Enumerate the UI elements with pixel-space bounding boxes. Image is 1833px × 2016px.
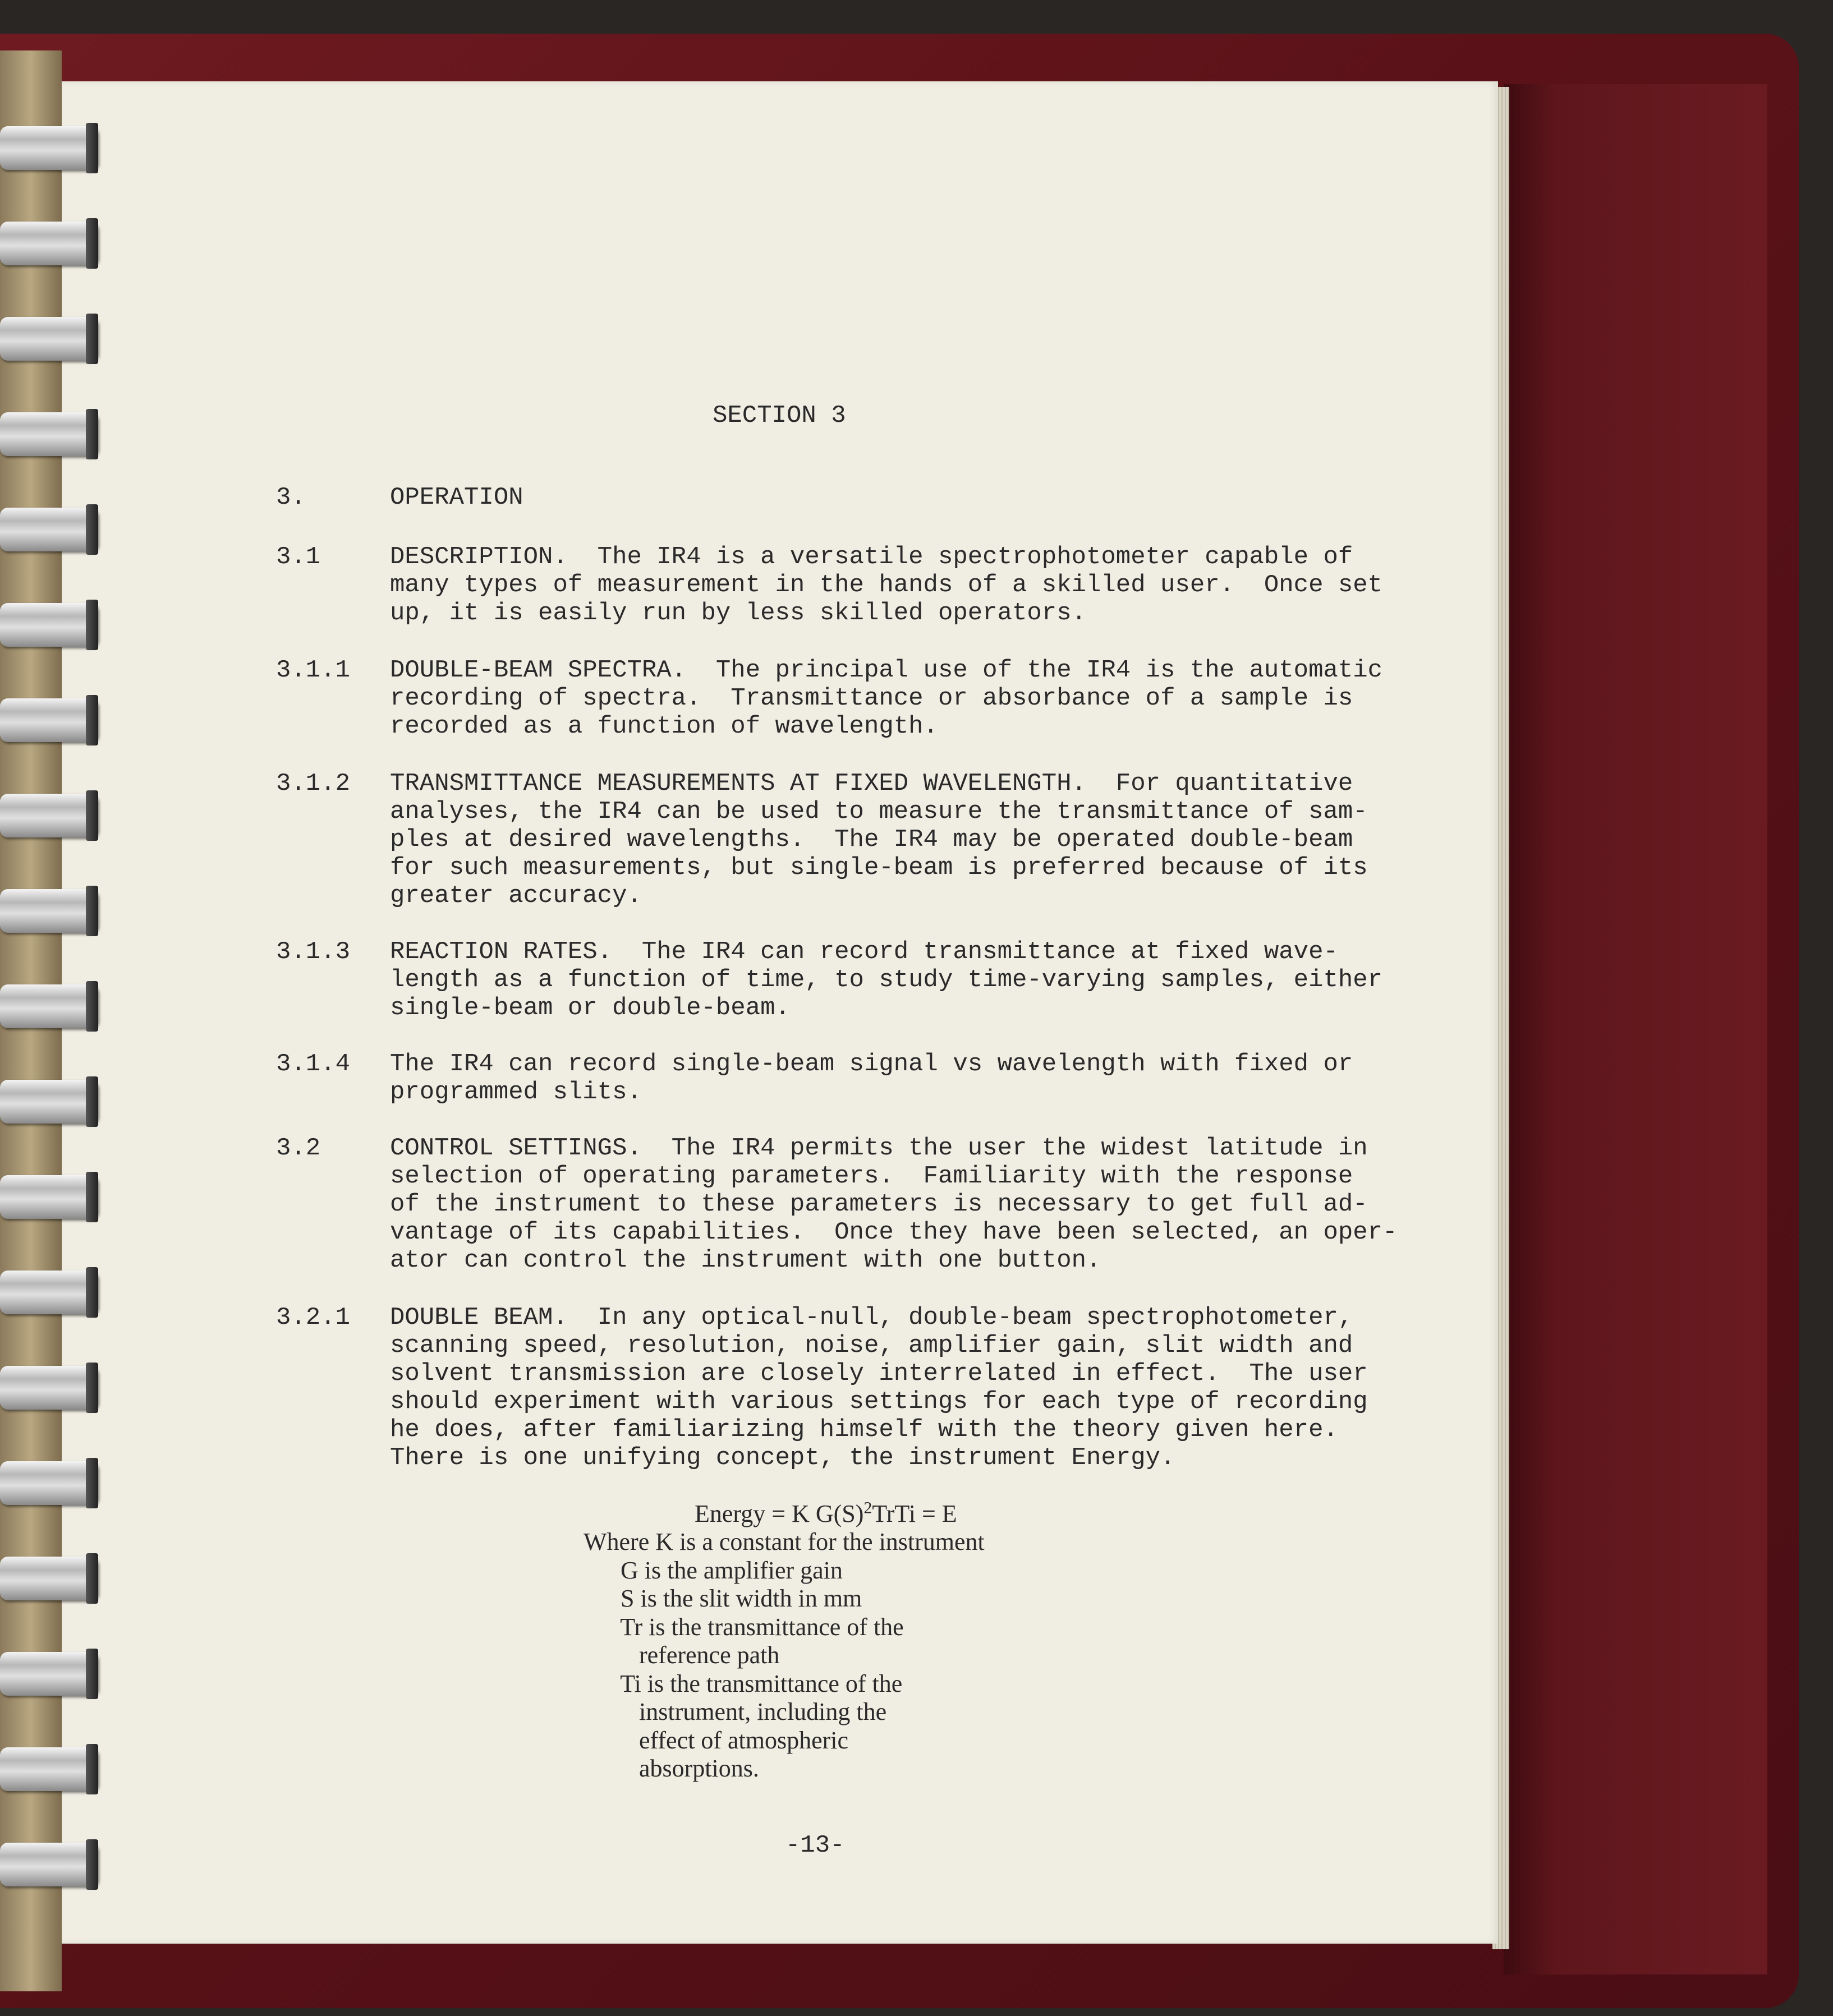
paragraph-line: selection of operating parameters. Familiarity with the response (390, 1162, 1353, 1190)
paragraph-line: many types of measurement in the hands of a skilled user. Once set (390, 571, 1383, 599)
paragraph-line: should experiment with various settings for each type of recording (390, 1388, 1368, 1416)
formula-exponent: 2 (863, 1498, 872, 1517)
paragraph-body (390, 656, 1382, 740)
binding-ring (0, 1843, 98, 1886)
definition-line: G is the amplifier gain (584, 1556, 843, 1584)
definition-line: S is the slit width in mm (584, 1585, 862, 1612)
paragraph-number: 3.2 (276, 1134, 321, 1162)
binding-ring (0, 1557, 98, 1600)
paragraph-line: programmed slits. (390, 1078, 642, 1106)
definition-line: instrument, including the (584, 1698, 887, 1725)
binding-ring (0, 984, 98, 1028)
paragraph-line: solvent transmission are closely interrelated in effect. The user (390, 1360, 1368, 1388)
paragraph-line: recording of spectra. Transmittance or absorbance of a sample is (390, 684, 1353, 712)
binding-ring (0, 1366, 98, 1410)
paragraph-line: DOUBLE BEAM. In any optical-null, double-beam spectrophotometer, (390, 1304, 1353, 1332)
paragraph-line: up, it is easily run by less skilled operators. (390, 599, 1087, 627)
paragraph-number: 3.1.4 (276, 1050, 351, 1078)
binding-ring (0, 1175, 98, 1219)
binder-inner-cover (1504, 84, 1767, 1974)
paragraph-body (390, 938, 1382, 1022)
binding-ring (0, 126, 98, 170)
paragraph-line: REACTION RATES. The IR4 can record transmittance at fixed wave- (390, 938, 1338, 966)
page-number: -13- (785, 1831, 845, 1859)
paragraph-body (390, 1304, 1368, 1472)
binding-ring (0, 222, 98, 265)
definition-line: Where K is a constant for the instrument (584, 1528, 985, 1555)
formula-suffix: TrTi = E (872, 1500, 957, 1527)
paragraph-line: greater accuracy. (390, 882, 642, 910)
definition-line: Ti is the transmittance of the (584, 1669, 903, 1697)
paragraph-line: There is one unifying concept, the instrument Energy. (390, 1444, 1175, 1472)
binding-ring (0, 603, 98, 647)
definition-line: reference path (584, 1641, 780, 1669)
binding-ring (0, 1747, 98, 1791)
paragraph-number: 3.2.1 (276, 1304, 351, 1332)
paragraph-number: 3.1 (276, 543, 321, 571)
paragraph-line: CONTROL SETTINGS. The IR4 permits the user the widest latitude in (390, 1134, 1368, 1162)
paragraph-body (390, 484, 523, 512)
paragraph-line: analyses, the IR4 can be used to measure the transmittance of sam- (390, 798, 1368, 826)
paragraph-number: 3. (276, 484, 306, 512)
paragraph-line: DOUBLE-BEAM SPECTRA. The principal use of the IR4 is the automatic (390, 656, 1383, 684)
paragraph-line: The IR4 can record single-beam signal vs wavelength with fixed or (390, 1050, 1353, 1078)
section-heading: SECTION 3 (713, 402, 846, 430)
paragraph-line: length as a function of time, to study time-varying samples, either (390, 966, 1383, 994)
binding-ring (0, 794, 98, 837)
binding-ring (0, 1461, 98, 1505)
paragraph-line: OPERATION (390, 484, 523, 512)
paragraph-number: 3.1.1 (276, 656, 351, 684)
paragraph-line: for such measurements, but single-beam is preferred because of its (390, 854, 1368, 882)
paragraph-line: he does, after familiarizing himself with the theory given here. (390, 1416, 1338, 1444)
binding-ring (0, 1652, 98, 1696)
binding-ring (0, 889, 98, 933)
paragraph-body (390, 543, 1382, 627)
paragraph-body (390, 770, 1368, 910)
binding-ring (0, 1080, 98, 1124)
binding-ring (0, 317, 98, 361)
paragraph-line: vantage of its capabilities. Once they have been selected, an oper- (390, 1218, 1398, 1246)
paragraph-line: of the instrument to these parameters is necessary to get full ad- (390, 1190, 1368, 1218)
definition-line: effect of atmospheric (584, 1726, 849, 1754)
definition-line: Tr is the transmittance of the (584, 1613, 904, 1641)
paragraph-number: 3.1.2 (276, 770, 351, 798)
binding-ring (0, 508, 98, 551)
paragraph-body (390, 1134, 1398, 1274)
paragraph-line: ples at desired wavelengths. The IR4 may be operated double-beam (390, 826, 1353, 854)
paragraph-line: ator can control the instrument with one button. (390, 1246, 1101, 1274)
binding-ring (0, 1271, 98, 1314)
paragraph-line: TRANSMITTANCE MEASUREMENTS AT FIXED WAVELENGTH. For quantitative (390, 770, 1353, 798)
formula-definitions (584, 1528, 985, 1783)
binding-ring (0, 412, 98, 456)
paragraph-body (390, 1050, 1353, 1106)
paragraph-line: DESCRIPTION. The IR4 is a versatile spectrophotometer capable of (390, 543, 1353, 571)
definition-line: absorptions. (584, 1755, 759, 1782)
binding-ring (0, 698, 98, 742)
paragraph-line: single-beam or double-beam. (390, 994, 790, 1022)
energy-formula (695, 1500, 957, 1529)
formula-prefix: Energy = K G(S) (695, 1500, 864, 1527)
paragraph-number: 3.1.3 (276, 938, 351, 966)
paragraph-line: recorded as a function of wavelength. (390, 712, 938, 740)
paragraph-line: scanning speed, resolution, noise, amplifier gain, slit width and (390, 1332, 1353, 1360)
